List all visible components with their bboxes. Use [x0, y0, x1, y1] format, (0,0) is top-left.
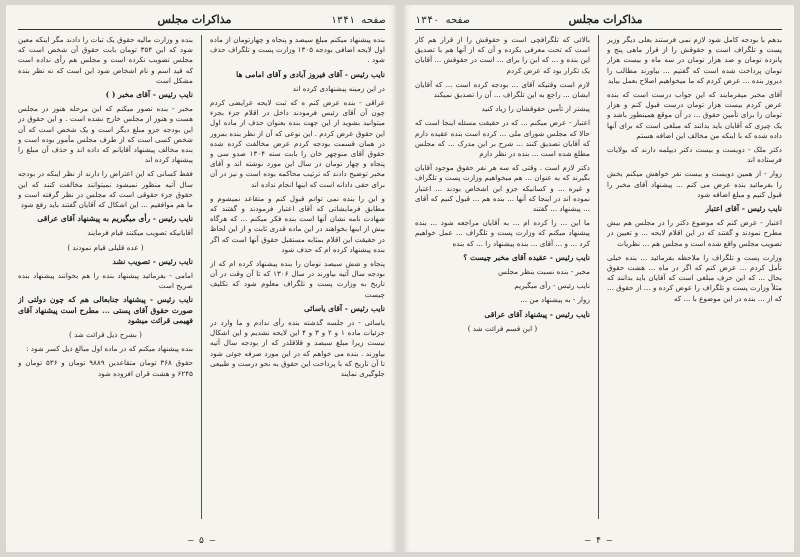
- right-page-footer: — ۴ —: [584, 536, 613, 546]
- speaker-line: نایب رئیس - رأی میگیریم به پیشنهاد آقای عراقی: [37, 214, 193, 224]
- paragraph: مخبر - بنده تصور میکنم که این مرحله هنوز در مجلس هست و هنوز از مجلس خارج نشده است . و این حقوق در این بودجه جزو مبلغ دیگر است و یک شخص است که آن شخص کسی است که از طرف مجلس مأمور بوده است و بنده مخالف پیشنهاد آقایانم که داده اند و حذف آن مبلغ را پیشنهاد کرده اند: [18, 104, 193, 165]
- paragraph: ما این ... را کرده ام ... به آقایان مراجعه شود ... بنده پیشنهاد میکنم که وزارت پست و تلگراف ... عمل خواهیم کرد ... و ... آقای ... بنده پیشنهاد را ... که بنده: [415, 218, 590, 248]
- paragraph: بنده پیشنهاد میکنم مبلغ سیصد و پنجاه و چهارتومان از ماده اول لایحه اضافی بودجه ۱۳۰۵ وزارت پست و تلگراف حذف شود .: [210, 35, 385, 65]
- paragraph: زوار - از همین دویست و بیست نفر خواهش میکنم بخش را بفرمائید بنده عرض می کنم ... پیشنهاد آقای مخبر را قبول کنیم و مبلغ اضافه شود: [607, 169, 782, 199]
- paragraph: دکتر لازم است . وقتی که سه هر نفر حقوق موجود آقایان بگیرند که به عنوان ... هم میخواهیم وزارت پست و تلگراف و غیره ... و کسانیکه جزو این اشخاص بودند ... اعتبار نموده اند در اینجا که آنها ... بنده هم ... قبول کنیم که آقای ... پیشنهاد ... گفتند: [415, 163, 590, 214]
- speaker-line: نایب رئیس - پیشنهاد آقای عراقی: [484, 309, 590, 319]
- stage-note: ( این قسم قرائت شد ): [467, 323, 538, 333]
- paragraph: عراقی - بنده عرض کنم ه که ثبت لایحه عرایضی کردم چون آن آقای رئیس فرمودند داخل در اقلام جزء بجزء میتوانید بشوید از این جهت بنده بعنوان حذف از ماده اول این حقوق عرض کردم . این نوعی که آن از نظر بنده بمرور در همان قسمت بودجه کردم عرض مخالفت کرده شده حقوق آقای منوچهر خان را بابت سنه ۱۳۰۴ صدو سی و پنجاه و چهار تومان در سال این مورد نوشته اند و آقای مخبر توضیح دادند که ترتیب محاکمه بوده است و نیز در آن برای حقی دادانه است که اینها انجام نداده اند: [210, 98, 385, 189]
- paragraph: اعتبار - عرض کنم که موضوع دکتر را در مجلس هم بیش مطرح نمودند و گفتند که در این اقلام لایحه ... و تعیین در تصویب مجلس واقع شده است و مجلس هم ... نظریات: [607, 218, 782, 248]
- right-page-column-right: [607, 35, 782, 519]
- paragraph: و این را بنده نمی توانم قبول کنم و متقاعد نمیشوم و مطابق فرمایشاتی که آقای اعتبار فرمودند و گفتند که شهادت نامه نشان آنها است بنده فکر میکنم ... که هرگاه بیش از اینها بخواهند در این ماده قدری ثابت و از این لحاظ در حقیقت این اقلام بمثابه مستقبل حقوق آنها است که اگر بنده پیشنهاد کرده ام که حذف شود: [210, 193, 385, 254]
- stage-note: ( عده قلیلی قیام نمودند ): [67, 242, 144, 252]
- right-page-column-left: [415, 35, 590, 519]
- speaker-line: نایب رئیس - آقای فیروز آبادی و آقای امامی ها: [236, 69, 385, 79]
- paragraph: در این زمینه پیشنهادی کرده اند: [292, 83, 385, 93]
- paragraph: وزارت پست و تلگراف را ملاحظه بفرمائید ... بنده خیلی تأمل کردم ... عرض کنم که اگر در ماه ... هشت حقوق بحال ... که این حرف مبلغی است که آقایان باید بدانند که مثلاً وزارت پست و تلگراف را عوض کرده و ... از حقوق ... که از ... بنده در این موضوع با ... که: [607, 252, 782, 303]
- paragraph: بالائی که تلگرافچی است و حقوقش را از قرار هم کار است که تحت معرفی بکرده و آن که از آنها هم با تصدیق این بنده و ... که این را برای ... است در حقوقش ... آقایان یک تکرار بود که عرض کردم: [415, 35, 590, 75]
- right-page-columns: [415, 35, 782, 519]
- paragraph: امامی - بفرمائید پیشنهاد بنده را هم بخوانند پیشنهاد بنده صریح است: [18, 271, 193, 291]
- paragraph: دکتر ملک - دویست و بیست دکتر دیپلمه دارند که بولایات فرستاده اند: [607, 145, 782, 165]
- paragraph: مخبر - بنده نسبت بنظر مجلس: [498, 267, 590, 277]
- speaker-line: نایب رئیس - پیشنهاد جنابعالی هم که چون دولتی از صورت حقوق آقای پستی ... مطرح است پیشنهاد آقای فهیمی قرائت میشود: [18, 295, 193, 325]
- left-page-header: [18, 13, 385, 30]
- right-page: [403, 5, 794, 552]
- left-page: [6, 5, 397, 552]
- left-page-columns: [18, 35, 385, 519]
- left-page-title: مذاکرات مجلس: [157, 13, 232, 26]
- speaker-line: نایب رئیس - آقای مخبر ( ): [105, 90, 193, 100]
- paragraph: بنده و وزارت مالیه حقوق یک تبات را دادند مگر اینکه معین شود که این ۳۵۴ تومان بابت حقوق آن شخص است که مجلس تصویب نکرده است و مجلس هم رأی نداده است که قید اسم و نام اشخاص شود این است که نه نظر بنده مشکل است: [18, 35, 193, 85]
- book-spread: [6, 5, 794, 552]
- paragraph: فقط کسانی که این اعتراض را دارند از نظر اینکه در بودجه سال آتیه منظور نمیشود نمیتوانند مخالفت کنند که این حقوق جزء حقوقی است که مجلس در نظر گرفته است و ما هم موافقیم ... این اشکال که آقایان گفتند باید رفع شود: [18, 169, 193, 210]
- speaker-line: نایب رئیس - تصویب نشد: [112, 256, 193, 266]
- paragraph: آقایانیکه تصویب میکنند قیام فرمایند: [87, 228, 193, 238]
- paragraph: آقای مخبر میفرمایند که این جواب درست است که بنده عرض کردم بیست هزار تومان درست قبول کنم و هزار تومان را برای تأمین حقوق ... در آن موقع همینطور باشد و یک چیزی که آقایان باید بدانند که مبلغی است که برای آنها داده شده که با اینکه من مخالف این اضافه هستم: [607, 90, 782, 140]
- right-page-title: مذاکرات مجلس: [568, 13, 643, 26]
- paragraph: نایب رئیس - رأی میگیریم: [514, 281, 590, 291]
- stage-note: ( بشرح ذیل قرائت شد ): [69, 330, 142, 340]
- column-divider: [598, 35, 599, 519]
- paragraph: اعتبار - عرض میکنم ... که در حقیقت مسئله اینجا است که حالا که مجلس شورای ملی ... کرده است بنده عقیده دارم که آقایان تصدیق کنند ... شرح بر این مدرک ... که مجلس مطلع شده است ... بنده در نظر دارم: [415, 118, 590, 159]
- left-page-number: صفحه ۱۳۴۱: [330, 15, 385, 26]
- paragraph: زوار - به پیشنهاد من ...: [520, 295, 590, 305]
- paragraph: پنجاه و شش سیصد تومان را بنده پیشنهاد کرده ام که از بودجه سال آتیه بیاورند در سال ۱۳۰۶ که تا آن وقت در آن تاریخ به وزارت پست و تلگراف معلوم شود که تکلیف چیست: [210, 259, 385, 299]
- paragraph: بنده پیشنهاد میکنم که در ماده اول مبالغ ذیل کسر شود :: [26, 344, 193, 354]
- left-page-column-left: [18, 35, 193, 519]
- left-page-column-right: [210, 35, 385, 519]
- paragraph: یاسائی - در جلسه گذشته بنده رأی ندادم و ما وارد در جزئیات ماده ۱ و ۲ و ۳ و ۴ این لایحه نشدیم و این اشکال نیست زیرا مبلغ سیصد و قلاقلدر که از بودجه سال آتیه بیاورند . بنده می خواهم که در این مورد صرفه جوئی شود تا آن تاریخ که با پرداخت این حقوق به نحو درست و طبیعی جلوگیری نمایند: [210, 318, 385, 379]
- paragraph: حقوق ۳۶۸ تومان متقاعدین ۹۸۸۹ تومان و ۵۳۶ تومان و ۶۲۴۵ و هشت قران افزوده شود: [18, 358, 193, 378]
- right-page-number: صفحه ۱۳۴۰: [415, 15, 470, 26]
- left-page-footer: — ۵ —: [187, 536, 216, 546]
- column-divider: [201, 35, 202, 519]
- paragraph: بدهم با بودجه کامل شود لازم نمی فرستند بعلی دیگر وزیر پست و تلگراف است و حقوقش را از قرار ماهی پنج و پانزده تومان و صد هزار تومان در سه ماه و بیست هزار تومان پرداخت شده است که گفتیم ... بیاورند مطالب را دیروز بنده ... عرض کردم که ما میخواهیم اصلاح بعمل بیاید: [607, 35, 782, 85]
- speaker-line: نایب رئیس - آقای اعتبار: [705, 204, 782, 214]
- speaker-line: نایب رئیس - آقای یاسائی: [303, 303, 385, 313]
- speaker-line: نایب رئیس - عقیده آقای مخبر چیست ؟: [463, 252, 590, 262]
- paragraph: پیشتر از تأمین حقوقشان را زیاد کنید: [481, 104, 590, 114]
- right-page-header: [415, 13, 782, 30]
- paragraph: لازم است وقتیکه آقای ... بودجه کرده است ... که آقایان ایشان ... راجع به این تلگراف ... آن را تصدیق نمیکند: [415, 79, 590, 100]
